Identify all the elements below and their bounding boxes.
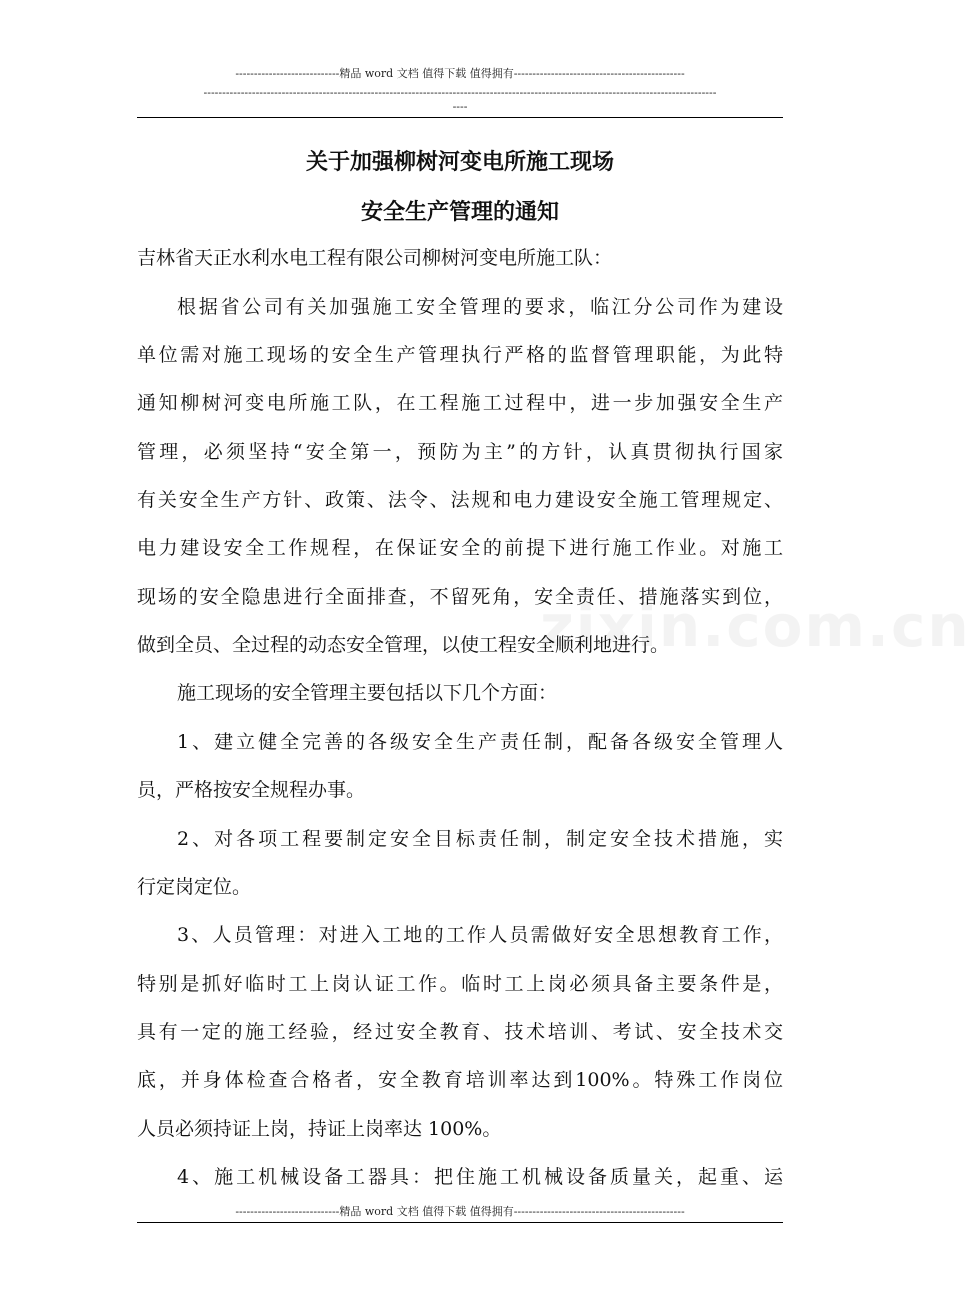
body-line: 特别是抓好临时工上岗认证工作。临时工上岗必须具备主要条件是， [137,973,783,995]
body-line: 施工现场的安全管理主要包括以下几个方面： [177,682,558,704]
body-line: 通知柳树河变电所施工队，在工程施工过程中，进一步加强安全生产 [137,392,783,414]
body-line: 现场的安全隐患进行全面排查，不留死角，安全责任、措施落实到位， [137,586,783,608]
list-item-2: 2、对各项工程要制定安全目标责任制，制定安全技术措施，实 [177,828,783,850]
salutation: 吉林省天正水利水电工程有限公司柳树河变电所施工队： [137,247,613,269]
body-line: 做到全员、全过程的动态安全管理，以使工程安全顺利地进行。 [137,634,670,656]
body-line: 电力建设安全工作规程，在保证安全的前提下进行施工作业。对施工 [137,537,783,559]
document-title-line-1: 关于加强柳树河变电所施工现场 [305,149,614,175]
body-line: 有关安全生产方针、政策、法令、法规和电力建设安全施工管理规定、 [137,489,783,511]
body-line: 员，严格按安全规程办事。 [137,779,366,801]
page-header-line: ----------------------------精品 word 文档 值得下载 值得拥有---------------------------------------------- [235,67,685,80]
page-footer-line: ----------------------------精品 word 文档 值得下载 值得拥有---------------------------------------------- [235,1205,685,1218]
body-line: 底，并身体检查合格者，安全教育培训率达到100%。特殊工作岗位 [137,1069,783,1091]
header-rule [137,117,783,118]
list-item-3: 3、人员管理：对进入工地的工作人员需做好安全思想教育工作， [177,924,783,946]
body-line: 人员必须持证上岗，持证上岗率达 100%。 [137,1118,502,1140]
list-item-1: 1、建立健全完善的各级安全生产责任制，配备各级安全管理人 [177,731,783,753]
body-line: 单位需对施工现场的安全生产管理执行严格的监督管理职能，为此特 [137,344,783,366]
page-header-dash-line: ------------------------------------------------------------------------------------------------------------------------------------------ [203,86,717,99]
list-item-4: 4、施工机械设备工器具：把住施工机械设备质量关，起重、运 [177,1166,783,1188]
footer-rule [137,1222,783,1223]
watermark: zixin.com.cn [540,592,971,660]
page-header-dash-tail: ---- [452,100,468,113]
body-line: 管理，必须坚持“安全第一，预防为主”的方针，认真贯彻执行国家 [137,441,783,463]
body-line: 根据省公司有关加强施工安全管理的要求，临江分公司作为建设 [177,296,783,318]
document-title-line-2: 安全生产管理的通知 [360,199,559,225]
body-line: 具有一定的施工经验，经过安全教育、技术培训、考试、安全技术交 [137,1021,783,1043]
body-line: 行定岗定位。 [137,876,252,898]
